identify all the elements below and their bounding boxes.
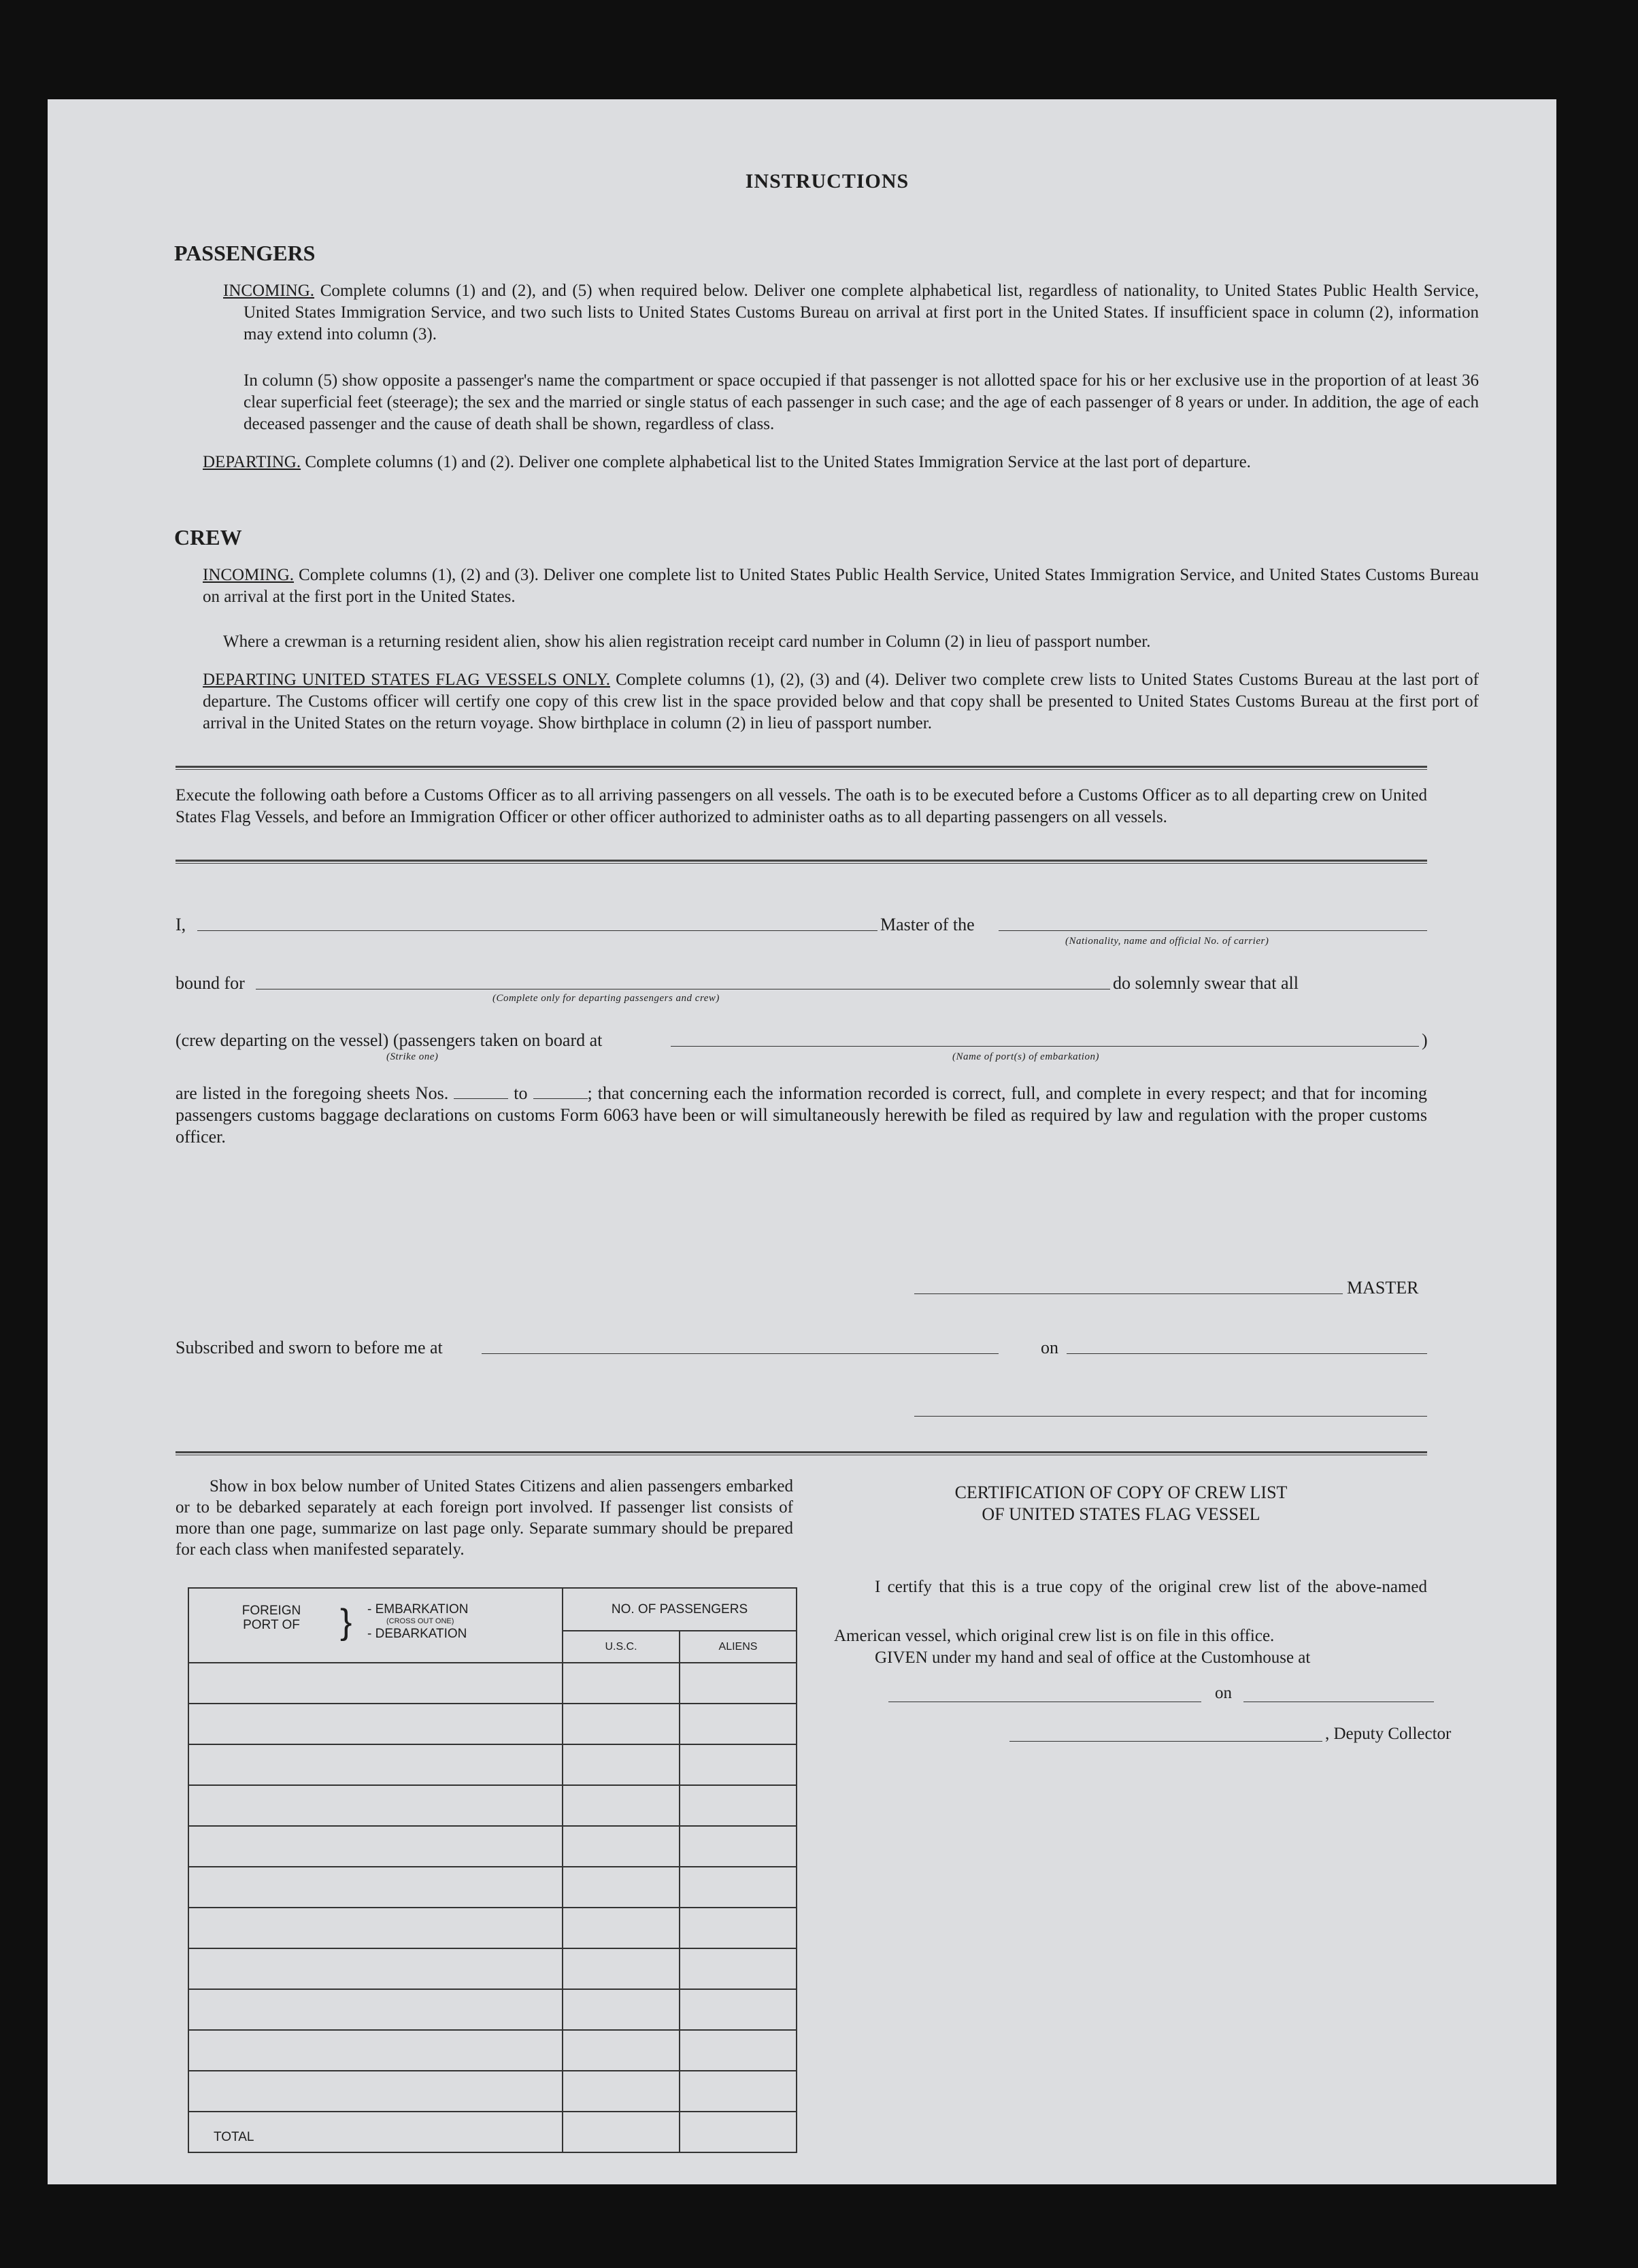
summary-usc-cell[interactable] <box>563 1908 680 1948</box>
summary-usc-cell[interactable] <box>563 1948 680 1989</box>
deputy-collector-label: , Deputy Collector <box>1325 1725 1452 1743</box>
divider-rule <box>176 1451 1427 1455</box>
crew-departing-label: DEPARTING UNITED STATES FLAG VESSELS ONLY. <box>203 671 610 689</box>
summary-usc-cell[interactable] <box>563 1989 680 2030</box>
oath-on-label: on <box>1041 1338 1058 1357</box>
divider-rule <box>176 766 1427 770</box>
summary-usc-cell[interactable] <box>563 1867 680 1908</box>
document-page <box>48 99 1556 2184</box>
embarkation-port-field[interactable] <box>671 1046 1419 1047</box>
passengers-departing-label: DEPARTING. <box>203 453 301 471</box>
sworn-place-field[interactable] <box>482 1353 999 1354</box>
passengers-column5-paragraph: In column (5) show opposite a passenger's name the compartment or space occupied if that passenger is not allotted space for his or her exclusive use in the proportion of at least 36 clear superficial feet (steerage); the sex and the married or single status of each passenger in such case; and the age of each passenger of 8 years or under. In addition, the age of each deceased passenger and the cause of death shall be shown, regardless of class. <box>244 371 1479 433</box>
debarkation-label: - DEBARKATION <box>367 1627 467 1641</box>
summary-port-cell[interactable] <box>188 1826 563 1867</box>
vessel-field[interactable] <box>999 930 1427 931</box>
master-label: MASTER <box>1347 1278 1419 1298</box>
oath-subscribed: Subscribed and sworn to before me at <box>176 1338 443 1357</box>
embarkation-label: - EMBARKATION <box>367 1602 469 1617</box>
summary-usc-cell[interactable] <box>563 1744 680 1785</box>
summary-row <box>188 1826 797 1867</box>
summary-row <box>188 1704 797 1744</box>
oath-close-paren: ) <box>1422 1030 1428 1050</box>
summary-port-cell[interactable] <box>188 1663 563 1704</box>
summary-aliens-cell[interactable] <box>680 1826 797 1867</box>
summary-port-cell[interactable] <box>188 1948 563 1989</box>
passengers-incoming-text: Complete columns (1) and (2), and (5) when required below. Deliver one complete alphabetical list, regardless of nationality, to United States Public Health Service, United States Immigration Service, and two such lists to United States Customs Bureau on arrival at first port in the United States. If insufficient space in column (2), information may extend into column (3). <box>244 282 1480 343</box>
crew-incoming-paragraph <box>203 564 1479 608</box>
summary-aliens-cell[interactable] <box>680 1663 797 1704</box>
summary-row <box>188 2030 797 2071</box>
master-signature-field[interactable] <box>914 1293 1343 1294</box>
summary-port-cell[interactable] <box>188 1744 563 1785</box>
summary-aliens-cell[interactable] <box>680 1908 797 1948</box>
aliens-header: ALIENS <box>680 1631 797 1663</box>
oath-listed-paragraph <box>176 1083 1427 1148</box>
passengers-heading: PASSENGERS <box>174 241 316 265</box>
summary-row <box>188 1785 797 1826</box>
certification-heading-2: OF UNITED STATES FLAG VESSEL <box>982 1504 1260 1524</box>
ports-note: (Name of port(s) of embarkation) <box>952 1051 1099 1062</box>
sheet-to-field[interactable] <box>533 1086 588 1099</box>
oath-listed-to: to <box>514 1083 528 1103</box>
summary-row <box>188 1867 797 1908</box>
passengers-departing-text: Complete columns (1) and (2). Deliver one complete alphabetical list to the United States Immigration Service at the last port of departure. <box>305 453 1251 471</box>
summary-row <box>188 1948 797 1989</box>
certification-text: I certify that this is a true copy of the original crew list of the above-named American vessel, which original crew list is on file in this office. <box>834 1578 1427 1645</box>
summary-aliens-cell[interactable] <box>680 1785 797 1826</box>
summary-port-cell[interactable] <box>188 1989 563 2030</box>
summary-port-cell[interactable] <box>188 1908 563 1948</box>
certification-heading-1: CERTIFICATION OF COPY OF CREW LIST <box>954 1483 1288 1502</box>
summary-port-cell[interactable] <box>188 1704 563 1744</box>
sheet-from-field[interactable] <box>454 1086 508 1099</box>
strike-one-note: (Strike one) <box>386 1051 439 1062</box>
master-name-field[interactable] <box>197 930 878 931</box>
summary-port-cell[interactable] <box>188 1867 563 1908</box>
oath-instructions: Execute the following oath before a Customs Officer as to all arriving passengers on all vessels. The oath is to be executed before a Customs Officer as to all departing crew on United States Flag Vessels, and before an Immigration Officer or other officer authorized to administer oaths as to all departing passengers on all vessels. <box>176 786 1427 826</box>
total-cell <box>188 2112 563 2152</box>
cross-out-note: (CROSS OUT ONE) <box>386 1617 454 1625</box>
passengers-departing-paragraph <box>203 452 1479 473</box>
oath-swear: do solemnly swear that all <box>1113 973 1299 993</box>
given-text: GIVEN under my hand and seal of office at the Customhouse at <box>875 1648 1311 1667</box>
passengers-incoming-paragraph <box>223 280 1479 345</box>
no-passengers-header: NO. OF PASSENGERS <box>563 1588 797 1631</box>
usc-header: U.S.C. <box>563 1631 680 1663</box>
oath-i-label: I, <box>176 915 186 934</box>
page-title: INSTRUCTIONS <box>745 170 909 192</box>
foreign-port-label: FOREIGN PORT OF <box>241 1604 301 1632</box>
summary-usc-cell[interactable] <box>563 2030 680 2071</box>
oath-master-of: Master of the <box>880 915 975 934</box>
summary-usc-cell[interactable] <box>563 1704 680 1744</box>
sworn-date-field[interactable] <box>1067 1353 1427 1354</box>
summary-port-cell[interactable] <box>188 1785 563 1826</box>
brace-icon: } <box>340 1602 352 1642</box>
crew-departing-text: Complete columns (1), (2), (3) and (4). Deliver two complete crew lists to United States Customs Bureau at the last port of departure. The Customs officer will certify one copy of this crew list in the space provided below and that copy shall be presented to United States Customs Bureau at the first port of arrival in the United States on the return voyage. Show birthplace in column (2) in lieu of passport number. <box>203 671 1479 732</box>
summary-aliens-cell[interactable] <box>680 1744 797 1785</box>
summary-port-cell[interactable] <box>188 2030 563 2071</box>
passengers-incoming-label: INCOMING. <box>223 282 315 300</box>
crew-incoming-text: Complete columns (1), (2) and (3). Deliver one complete list to United States Public Health Service, United States Immigration Service, and United States Customs Bureau on arrival at the first port in the United States. <box>203 566 1479 606</box>
certification-on-label: on <box>1215 1684 1232 1702</box>
summary-row <box>188 1989 797 2030</box>
passenger-summary-table <box>188 1587 797 2153</box>
summary-usc-cell[interactable] <box>563 1785 680 1826</box>
summary-usc-cell[interactable] <box>563 2071 680 2112</box>
crew-resident-paragraph: Where a crewman is a returning resident alien, show his alien registration receipt card number in Column (2) in lieu of passport number. <box>223 632 1151 651</box>
officer-signature-field[interactable] <box>914 1416 1427 1417</box>
summary-instructions: Show in box below number of United States Citizens and alien passengers embarked or to be debarked separately at each foreign port involved. If passenger list consists of more than one page, summarize on last page only. Separate summary should be prepared for each class when manifested separately. <box>176 1477 793 1559</box>
summary-aliens-cell[interactable] <box>680 1867 797 1908</box>
summary-aliens-cell[interactable] <box>680 1989 797 2030</box>
oath-crew-passengers: (crew departing on the vessel) (passengers taken on board at <box>176 1030 603 1050</box>
summary-row <box>188 2071 797 2112</box>
total-label: TOTAL <box>214 2130 254 2144</box>
departing-note: (Complete only for departing passengers and crew) <box>492 993 720 1004</box>
crew-heading: CREW <box>174 525 242 549</box>
total-usc-cell[interactable] <box>563 2112 680 2152</box>
summary-aliens-cell[interactable] <box>680 2071 797 2112</box>
summary-usc-cell[interactable] <box>563 1826 680 1867</box>
summary-aliens-cell[interactable] <box>680 2030 797 2071</box>
oath-listed-b: ; that concerning each the information recorded is correct, full, and complete in every respect; and that for incoming passengers customs baggage declarations on customs Form 6063 have been or will simultaneously herewith be filed as required by law and regulation with the proper customs officer. <box>176 1083 1428 1147</box>
summary-port-cell[interactable] <box>188 2071 563 2112</box>
summary-aliens-cell[interactable] <box>680 1704 797 1744</box>
divider-rule <box>176 860 1427 864</box>
summary-row <box>188 1663 797 1704</box>
collector-signature-field[interactable] <box>1009 1741 1322 1742</box>
total-aliens-cell[interactable] <box>680 2112 797 2152</box>
summary-row <box>188 1744 797 1785</box>
oath-listed-a: are listed in the foregoing sheets Nos. <box>176 1083 449 1103</box>
oath-bound-for: bound for <box>176 973 245 993</box>
summary-usc-cell[interactable] <box>563 1663 680 1704</box>
crew-incoming-label: INCOMING. <box>203 566 295 584</box>
summary-body <box>188 1663 797 2112</box>
summary-aliens-cell[interactable] <box>680 1948 797 1989</box>
foreign-port-header <box>188 1588 563 1663</box>
summary-row <box>188 1908 797 1948</box>
crew-departing-paragraph <box>203 669 1479 734</box>
nationality-note: (Nationality, name and official No. of carrier) <box>1065 936 1269 947</box>
